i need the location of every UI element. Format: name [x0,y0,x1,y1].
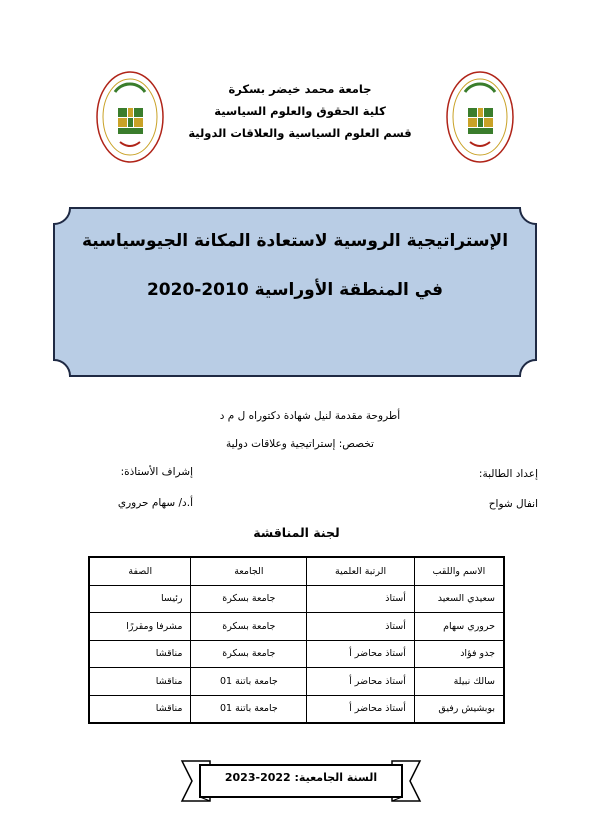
committee-title: لجنة المناقشة [253,525,340,540]
member-university: جامعة باتنة 01 [191,695,307,723]
member-rank: أستاذ محاضر أ [307,640,415,668]
committee-table [88,556,505,724]
supervisor-label: إشراف الأستاذة: [120,466,193,478]
member-university: جامعة بسكرة [191,613,307,641]
member-university: جامعة بسكرة [191,585,307,613]
member-university: جامعة باتنة 01 [191,668,307,696]
member-name: حروري سهام [414,613,504,641]
member-role: مناقشا [89,668,191,696]
thesis-title-line1: الإستراتيجية الروسية لاستعادة المكانة الجيوسياسية [81,231,509,251]
supervisor-name: أ.د/ سهام حروري [117,497,193,509]
column-header-role: الصفة [89,557,191,585]
prepared-by-label: إعداد الطالبة: [478,468,538,480]
thesis-title-line2: في المنطقة الأوراسية 2010-2020 [146,280,444,300]
member-rank: أستاذ محاضر أ [307,695,415,723]
student-name: انفال شواح [488,498,538,510]
table-row [89,668,504,696]
member-rank: أستاذ [307,585,415,613]
institution-header [180,78,420,144]
member-role: مناقشا [89,695,191,723]
member-rank: أستاذ [307,613,415,641]
member-role: رئيسا [89,585,191,613]
member-role: مشرفا ومقررًا [89,613,191,641]
department-name: قسم العلوم السياسية والعلاقات الدولية [188,126,412,140]
faculty-name: كلية الحقوق والعلوم السياسية [214,104,386,118]
university-seal-icon [445,70,515,165]
academic-year: السنة الجامعية: 2022-2023 [224,771,378,784]
university-logo-left [95,70,165,165]
academic-year-banner [180,755,422,807]
table-row [89,585,504,613]
thesis-degree-info: أطروحة مقدمة لنيل شهادة دكتوراه ل م د [219,410,401,422]
member-name: جدو فؤاد [414,640,504,668]
member-role: مناقشا [89,640,191,668]
table-row [89,695,504,723]
member-university: جامعة بسكرة [191,640,307,668]
university-name: جامعة محمد خيضر بسكرة [228,82,372,96]
table-row [89,613,504,641]
member-name: سالك نبيلة [414,668,504,696]
member-name: سعيدي السعيد [414,585,504,613]
specialization: تخصص: إستراتيجية وعلاقات دولية [226,438,374,450]
member-name: بوبشيش رفيق [414,695,504,723]
column-header-university: الجامعة [191,557,307,585]
university-seal-icon [95,70,165,165]
table-header-row [89,557,504,585]
university-logo-right [445,70,515,165]
column-header-name: الاسم واللقب [414,557,504,585]
member-rank: أستاذ محاضر أ [307,668,415,696]
column-header-rank: الرتبة العلمية [307,557,415,585]
thesis-title-box [52,206,538,378]
table-row [89,640,504,668]
